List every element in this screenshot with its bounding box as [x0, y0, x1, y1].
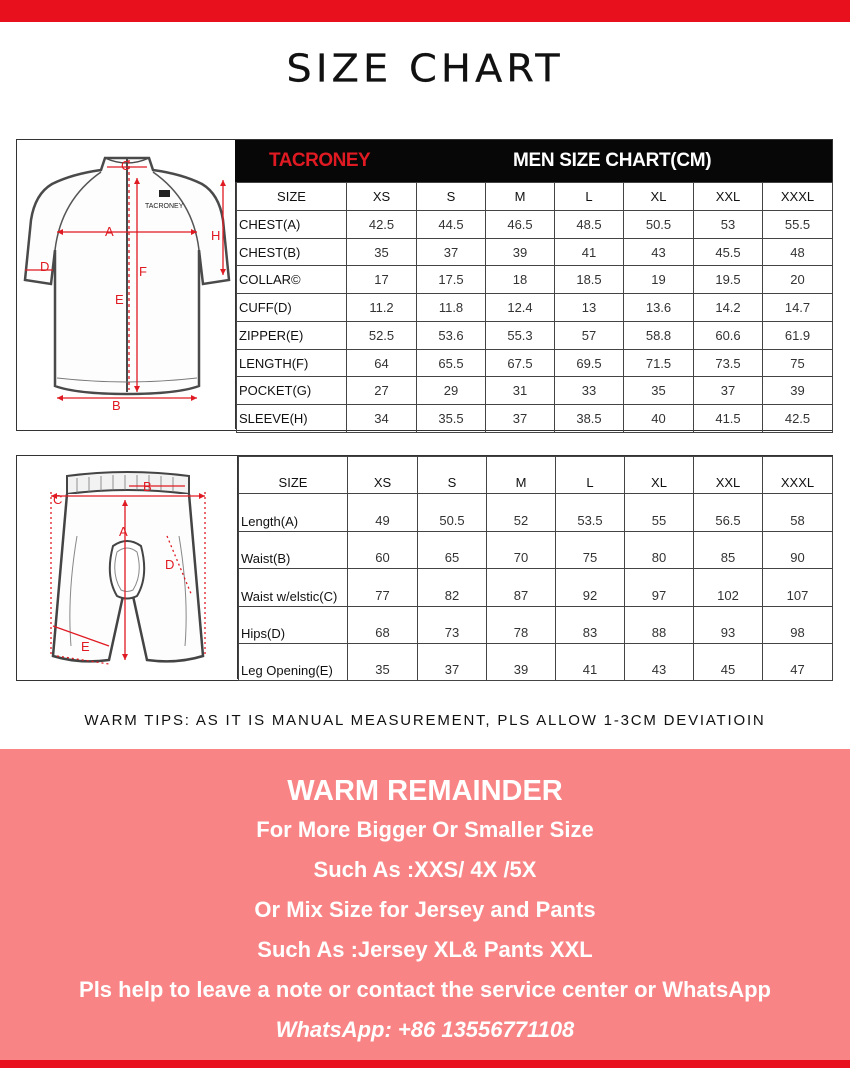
cell: 13.6 [624, 294, 694, 322]
shorts-illustration [17, 456, 238, 679]
row-label: Waist w/elstic(C) [239, 569, 348, 607]
cell: 93 [694, 607, 763, 644]
cell: 35 [347, 239, 417, 266]
row-label: SLEEVE(H) [237, 405, 347, 433]
cell: 53.6 [417, 322, 486, 350]
men-size-chart-title: MEN SIZE CHART(CM) [513, 150, 712, 171]
label-b: B [112, 398, 121, 413]
cell: 35 [624, 377, 694, 405]
jersey-header-row [237, 183, 833, 211]
cell: 17 [347, 266, 417, 294]
cell: 13 [555, 294, 624, 322]
cell: 43 [625, 644, 694, 681]
cell: 18 [486, 266, 555, 294]
row-label: ZIPPER(E) [237, 322, 347, 350]
cell: 98 [763, 607, 833, 644]
shorts-header-row [239, 457, 833, 494]
header-l: L [556, 457, 625, 494]
cell: 41 [555, 239, 624, 266]
cell: 58 [763, 494, 833, 532]
row-label: Hips(D) [239, 607, 348, 644]
header-xxl: XXL [694, 183, 763, 211]
cell: 92 [556, 569, 625, 607]
cell: 41.5 [694, 405, 763, 433]
row-label: Waist(B) [239, 532, 348, 569]
header-xl: XL [624, 183, 694, 211]
cell: 48 [763, 239, 833, 266]
cell: 55.5 [763, 211, 833, 239]
header-xxl: XXL [694, 457, 763, 494]
logo-text: TACRONEY [145, 203, 184, 210]
cell: 47 [763, 644, 833, 681]
cell: 14.2 [694, 294, 763, 322]
cell: 31 [486, 377, 555, 405]
remainder-line: Such As :Jersey XL& Pants XXL [257, 937, 593, 962]
table-row [237, 377, 833, 405]
label-d: D [40, 259, 50, 274]
table-row [237, 405, 833, 433]
remainder-line: Or Mix Size for Jersey and Pants [254, 897, 596, 922]
cell: 42.5 [347, 211, 417, 239]
cell: 39 [763, 377, 833, 405]
cell: 48.5 [555, 211, 624, 239]
table-row [239, 644, 833, 681]
cell: 70 [487, 532, 556, 569]
cell: 33 [555, 377, 624, 405]
cell: 29 [417, 377, 486, 405]
cell: 44.5 [417, 211, 486, 239]
jersey-illustration [17, 140, 236, 429]
cell: 73 [418, 607, 487, 644]
cell: 56.5 [694, 494, 763, 532]
cell: 42.5 [763, 405, 833, 433]
cell: 45.5 [694, 239, 763, 266]
whatsapp-contact: WhatsApp: +86 13556771108 [275, 1017, 575, 1042]
cell: 67.5 [486, 350, 555, 377]
row-label: Leg Opening(E) [239, 644, 348, 681]
cell: 55.3 [486, 322, 555, 350]
cell: 87 [487, 569, 556, 607]
remainder-line: Such As :XXS/ 4X /5X [313, 857, 537, 882]
cell: 43 [624, 239, 694, 266]
cell: 61.9 [763, 322, 833, 350]
cell: 53 [694, 211, 763, 239]
label-d: D [165, 557, 175, 572]
cell: 73.5 [694, 350, 763, 377]
brand-name: TACRONEY [269, 150, 371, 171]
cell: 34 [347, 405, 417, 433]
row-label: CHEST(A) [237, 211, 347, 239]
row-label: CHEST(B) [237, 239, 347, 266]
label-e: E [81, 639, 90, 654]
cell: 37 [418, 644, 487, 681]
table-row [237, 266, 833, 294]
header-s: S [417, 183, 486, 211]
header-size: SIZE [239, 457, 348, 494]
cell: 58.8 [624, 322, 694, 350]
cell: 14.7 [763, 294, 833, 322]
header-m: M [486, 183, 555, 211]
label-c: C [121, 158, 131, 173]
table-row [239, 532, 833, 569]
shorts-diagram [17, 456, 238, 679]
cell: 97 [625, 569, 694, 607]
cell: 82 [418, 569, 487, 607]
cell: 40 [624, 405, 694, 433]
cell: 11.2 [347, 294, 417, 322]
label-a: A [105, 224, 114, 239]
bottom-accent-bar [0, 1060, 850, 1068]
cell: 75 [556, 532, 625, 569]
cell: 20 [763, 266, 833, 294]
row-label: LENGTH(F) [237, 350, 347, 377]
remainder-line: Pls help to leave a note or contact the service center or WhatsApp [79, 977, 771, 1002]
page-title: SIZE CHART [286, 47, 564, 91]
header-xl: XL [625, 457, 694, 494]
cell: 19 [624, 266, 694, 294]
row-label: Length(A) [239, 494, 348, 532]
row-label: CUFF(D) [237, 294, 347, 322]
cell: 55 [625, 494, 694, 532]
cell: 38.5 [555, 405, 624, 433]
cell: 37 [417, 239, 486, 266]
header-m: M [487, 457, 556, 494]
cell: 17.5 [417, 266, 486, 294]
cell: 35 [348, 644, 418, 681]
jersey-chart-header [235, 140, 832, 182]
warm-tips-note: WARM TIPS: AS IT IS MANUAL MEASUREMENT, PLS ALLOW 1-3CM DEVIATIOIN [84, 712, 766, 729]
table-row [239, 569, 833, 607]
cell: 41 [556, 644, 625, 681]
cell: 19.5 [694, 266, 763, 294]
table-row [237, 294, 833, 322]
table-row [237, 211, 833, 239]
row-label: POCKET(G) [237, 377, 347, 405]
header-xs: XS [348, 457, 418, 494]
header-xxxl: XXXL [763, 183, 833, 211]
label-c: C [53, 492, 63, 507]
jersey-size-table [236, 182, 833, 433]
cell: 52 [487, 494, 556, 532]
cell: 65 [418, 532, 487, 569]
cell: 88 [625, 607, 694, 644]
top-accent-bar [0, 0, 850, 22]
cell: 39 [487, 644, 556, 681]
cell: 11.8 [417, 294, 486, 322]
cell: 60 [348, 532, 418, 569]
cell: 78 [487, 607, 556, 644]
cell: 27 [347, 377, 417, 405]
cell: 37 [694, 377, 763, 405]
header-l: L [555, 183, 624, 211]
jersey-diagram [17, 140, 236, 429]
cell: 75 [763, 350, 833, 377]
cell: 52.5 [347, 322, 417, 350]
cell: 35.5 [417, 405, 486, 433]
cell: 65.5 [417, 350, 486, 377]
cell: 50.5 [624, 211, 694, 239]
cell: 39 [486, 239, 555, 266]
table-row [237, 322, 833, 350]
label-e: E [115, 292, 124, 307]
header-size: SIZE [237, 183, 347, 211]
cell: 46.5 [486, 211, 555, 239]
header-xs: XS [347, 183, 417, 211]
label-f: F [139, 264, 147, 279]
cell: 64 [347, 350, 417, 377]
label-a: A [119, 524, 128, 539]
cell: 71.5 [624, 350, 694, 377]
cell: 18.5 [555, 266, 624, 294]
cell: 102 [694, 569, 763, 607]
shorts-size-table [238, 456, 833, 681]
remainder-title: WARM REMAINDER [287, 775, 563, 807]
header-s: S [418, 457, 487, 494]
header-xxxl: XXXL [763, 457, 833, 494]
cell: 50.5 [418, 494, 487, 532]
cell: 45 [694, 644, 763, 681]
table-row [237, 350, 833, 377]
cell: 90 [763, 532, 833, 569]
cell: 37 [486, 405, 555, 433]
cell: 49 [348, 494, 418, 532]
remainder-line: For More Bigger Or Smaller Size [256, 817, 594, 842]
table-row [239, 494, 833, 532]
cell: 83 [556, 607, 625, 644]
table-row [237, 239, 833, 266]
cell: 12.4 [486, 294, 555, 322]
cell: 77 [348, 569, 418, 607]
table-row [239, 607, 833, 644]
warm-remainder-panel [0, 749, 850, 1060]
cell: 85 [694, 532, 763, 569]
row-label: COLLAR© [237, 266, 347, 294]
cell: 60.6 [694, 322, 763, 350]
label-b: B [143, 479, 152, 494]
cell: 69.5 [555, 350, 624, 377]
cell: 68 [348, 607, 418, 644]
cell: 80 [625, 532, 694, 569]
label-h: H [211, 228, 221, 243]
cell: 107 [763, 569, 833, 607]
cell: 57 [555, 322, 624, 350]
cell: 53.5 [556, 494, 625, 532]
